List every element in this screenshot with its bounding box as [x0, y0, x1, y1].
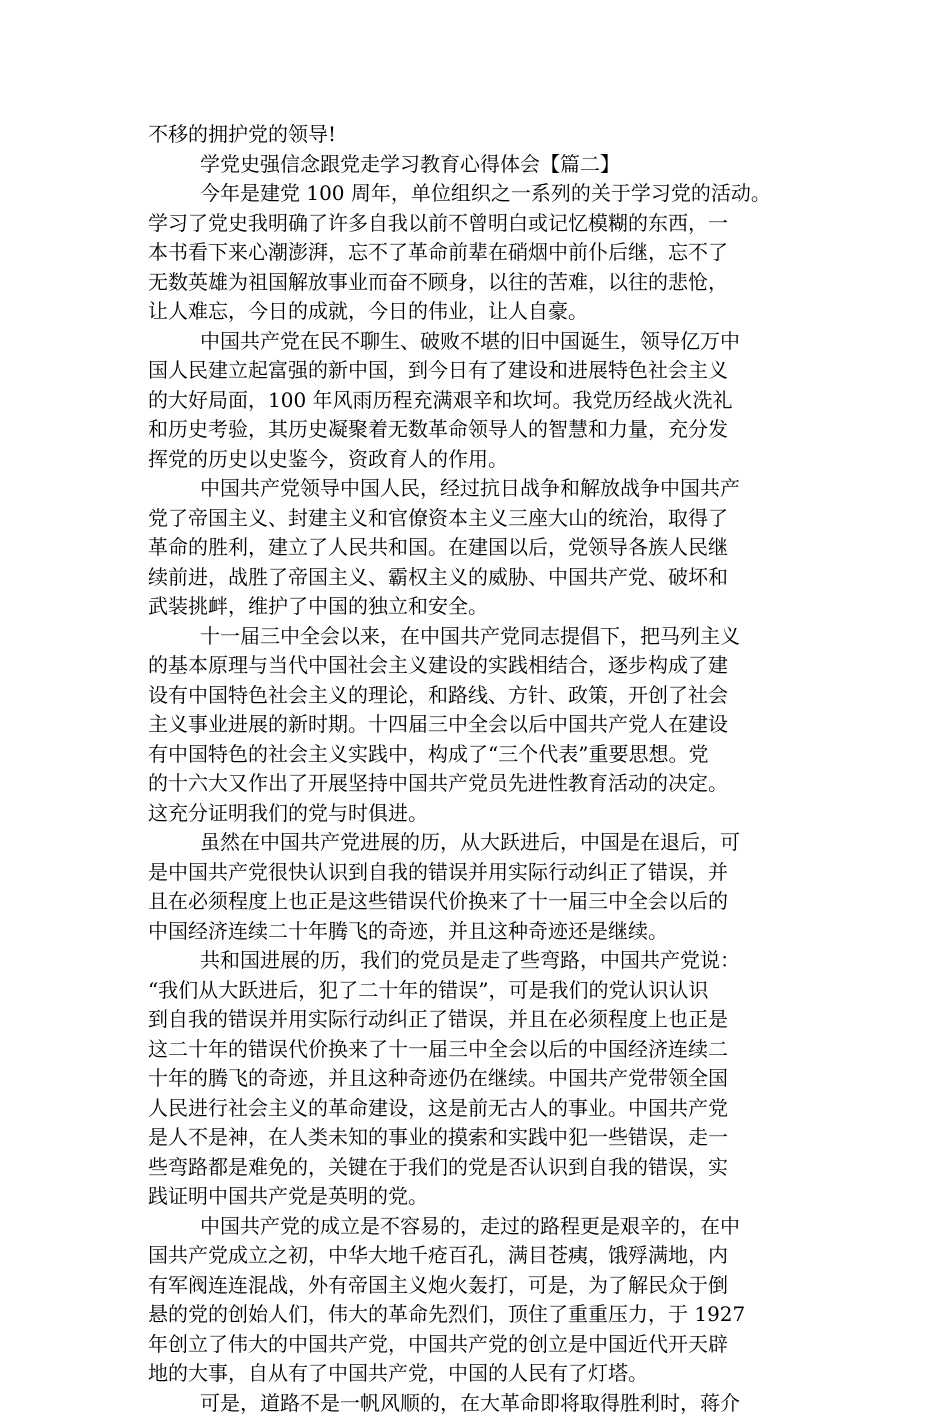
- text-line: 中国经济连续二十年腾飞的奇迹，并且这种奇迹还是继续。: [148, 917, 808, 947]
- text-line: 践证明中国共产党是英明的党。: [148, 1182, 808, 1212]
- text-line: 续前进，战胜了帝国主义、霸权主义的威胁、中国共产党、破坏和: [148, 563, 808, 593]
- text-line: 共和国进展的历，我们的党员是走了些弯路，中国共产党说：: [148, 946, 808, 976]
- text-line: 这充分证明我们的党与时俱进。: [148, 799, 808, 829]
- text-line: 挥党的历史以史鉴今，资政育人的作用。: [148, 445, 808, 475]
- text-line: 有中国特色的社会主义实践中，构成了“三个代表”重要思想。党: [148, 740, 808, 770]
- text-line: 设有中国特色社会主义的理论，和路线、方针、政策，开创了社会: [148, 681, 808, 711]
- text-line: 中国共产党的成立是不容易的，走过的路程更是艰辛的，在中: [148, 1212, 808, 1242]
- text-line: 的大好局面，100 年风雨历程充满艰辛和坎坷。我党历经战火洗礼: [148, 386, 808, 416]
- text-line: 是人不是神，在人类未知的事业的摸索和实践中犯一些错误，走一: [148, 1123, 808, 1153]
- text-line: 悬的党的创始人们，伟大的革命先烈们，顶住了重重压力，于 1927: [148, 1300, 808, 1330]
- text-line: 学习了党史我明确了许多自我以前不曾明白或记忆模糊的东西，一: [148, 209, 808, 239]
- text-line: 到自我的错误并用实际行动纠正了错误，并且在必须程度上也正是: [148, 1005, 808, 1035]
- text-line: 且在必须程度上也正是这些错误代价换来了十一届三中全会以后的: [148, 887, 808, 917]
- text-line: 无数英雄为祖国解放事业而奋不顾身，以往的苦难，以往的悲怆，: [148, 268, 808, 298]
- text-line: 可是，道路不是一帆风顺的，在大革命即将取得胜利时，蒋介: [148, 1389, 808, 1418]
- text-line: 革命的胜利，建立了人民共和国。在建国以后，党领导各族人民继: [148, 533, 808, 563]
- text-line: 中国共产党领导中国人民，经过抗日战争和解放战争中国共产: [148, 474, 808, 504]
- text-line: 些弯路都是难免的，关键在于我们的党是否认识到自我的错误，实: [148, 1153, 808, 1183]
- text-line: 是中国共产党很快认识到自我的错误并用实际行动纠正了错误，并: [148, 858, 808, 888]
- text-line: 中国共产党在民不聊生、破败不堪的旧中国诞生，领导亿万中: [148, 327, 808, 357]
- text-line: 党了帝国主义、封建主义和官僚资本主义三座大山的统治，取得了: [148, 504, 808, 534]
- text-line: 有军阀连连混战，外有帝国主义炮火轰打，可是，为了解民众于倒: [148, 1271, 808, 1301]
- text-line: 学党史强信念跟党走学习教育心得体会【篇二】: [148, 150, 808, 180]
- text-line: 人民进行社会主义的革命建设，这是前无古人的事业。中国共产党: [148, 1094, 808, 1124]
- text-line: 今年是建党 100 周年，单位组织之一系列的关于学习党的活动。: [148, 179, 808, 209]
- text-line: 让人难忘，今日的成就，今日的伟业，让人自豪。: [148, 297, 808, 327]
- text-line: 这二十年的错误代价换来了十一届三中全会以后的中国经济连续二: [148, 1035, 808, 1065]
- document-body: [148, 120, 808, 1418]
- text-line: 年创立了伟大的中国共产党，中国共产党的创立是中国近代开天辟: [148, 1330, 808, 1360]
- text-line: 和历史考验，其历史凝聚着无数革命领导人的智慧和力量，充分发: [148, 415, 808, 445]
- text-line: 的十六大又作出了开展坚持中国共产党员先进性教育活动的决定。: [148, 769, 808, 799]
- text-line: 主义事业进展的新时期。十四届三中全会以后中国共产党人在建设: [148, 710, 808, 740]
- text-line: 国人民建立起富强的新中国，到今日有了建设和进展特色社会主义: [148, 356, 808, 386]
- text-line: 地的大事，自从有了中国共产党，中国的人民有了灯塔。: [148, 1359, 808, 1389]
- text-line: 本书看下来心潮澎湃，忘不了革命前辈在硝烟中前仆后继，忘不了: [148, 238, 808, 268]
- text-line: 国共产党成立之初，中华大地千疮百孔，满目苍痍，饿殍满地，内: [148, 1241, 808, 1271]
- text-line: 武装挑衅，维护了中国的独立和安全。: [148, 592, 808, 622]
- text-line: 虽然在中国共产党进展的历，从大跃进后，中国是在退后，可: [148, 828, 808, 858]
- text-line: 十一届三中全会以来，在中国共产党同志提倡下，把马列主义: [148, 622, 808, 652]
- text-line: 不移的拥护党的领导!: [148, 120, 808, 150]
- text-line: 十年的腾飞的奇迹，并且这种奇迹仍在继续。中国共产党带领全国: [148, 1064, 808, 1094]
- text-line: 的基本原理与当代中国社会主义建设的实践相结合，逐步构成了建: [148, 651, 808, 681]
- text-line: “我们从大跃进后，犯了二十年的错误”，可是我们的党认识认识: [148, 976, 808, 1006]
